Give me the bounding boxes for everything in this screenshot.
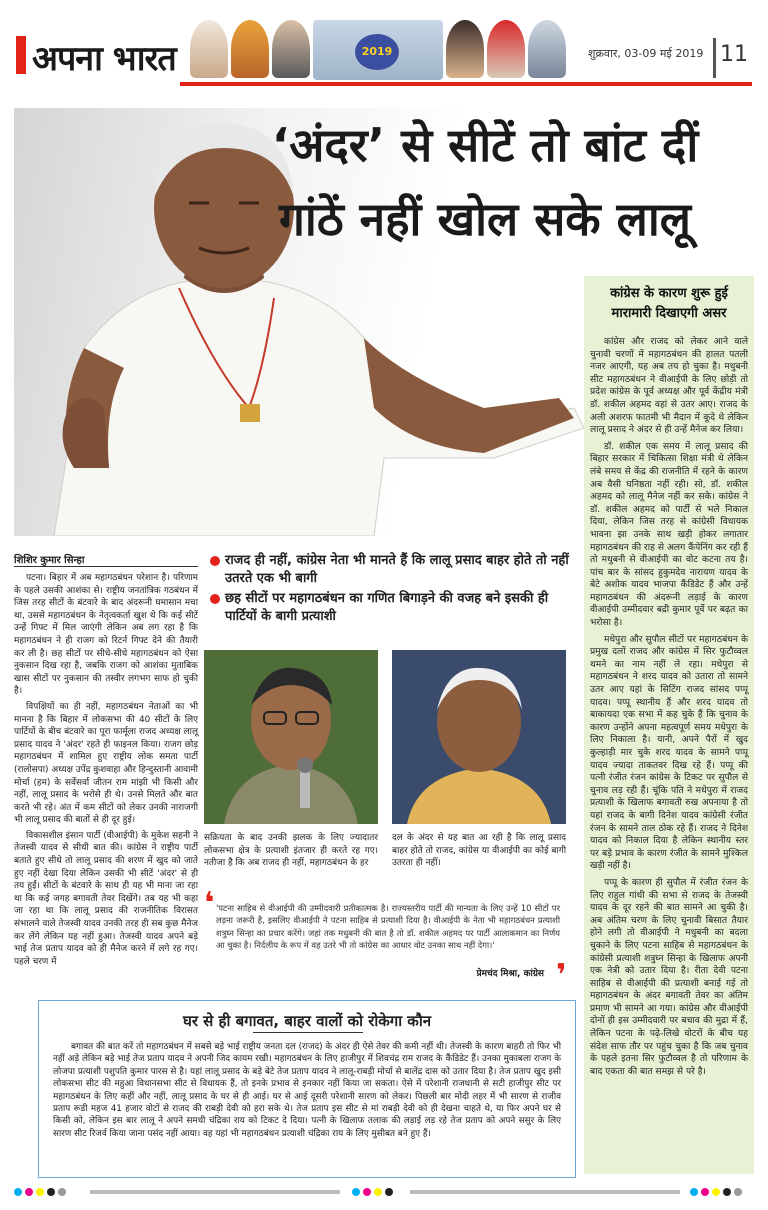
bullet-text: राजद ही नहीं, कांग्रेस नेता भी मानते हैं कि लालू प्रसाद बाहर होते तो नहीं उतरते एक भी बागी xyxy=(225,553,569,586)
yellow-dot xyxy=(712,1188,720,1196)
grey-dot xyxy=(734,1188,742,1196)
quote-text: 'पटना साहिब से वीआईपी की उम्मीदवारी प्रतीकात्मक है। राज्यस्तरीय पार्टी की मान्यता के लिए उन्हें 10 सीटों पर लड़ना जरूरी है, इसलिए वीआईपी ने पटना साहिब से प्रत्याशी दिया है। वीआईपी के नेता भी महागठबंधन प्रत्याशी शत्रुघ्न सिन्हा का प्रचार करेंगे। जहां तक मधुबनी की बात है तो डॉ. शकील अहमद पर पार्टी आलाकमान का निर्णय आ चुका है। निर्दलीय के रूप में वह उतरे भी तो कांग्रेस का आधार वोट उनका साथ नहीं देगा।' xyxy=(216,903,560,951)
bullet-dot-icon xyxy=(210,556,220,566)
magenta-dot xyxy=(25,1188,33,1196)
portrait-5 xyxy=(487,20,525,78)
portrait-3 xyxy=(272,20,310,78)
print-registration-strip xyxy=(0,1186,768,1200)
registration-dots-center xyxy=(352,1188,393,1196)
headline-line-1: ‘अंदर’ से सीटें तो बांट दीं xyxy=(271,118,699,172)
headline-line-2: गांठें नहीं खोल सके लालू xyxy=(279,192,691,246)
bullet-text: छह सीटों पर महागठबंधन का गणित बिगाड़ने की वजह बने इसकी ही पार्टियों के बागी प्रत्याशी xyxy=(225,591,549,624)
sidebar-heading: कांग्रेस के कारण शुरू हुई मारामारी दिखाएगी असर xyxy=(610,286,728,321)
yellow-dot xyxy=(374,1188,382,1196)
photo-jitan-ram-manjhi xyxy=(392,650,566,824)
cyan-dot xyxy=(14,1188,22,1196)
portrait-2 xyxy=(231,20,269,78)
black-dot xyxy=(47,1188,55,1196)
quote-attribution: प्रेमचंद मिश्रा, कांग्रेस xyxy=(476,969,544,979)
sidebar-story xyxy=(584,276,754,1174)
story-paragraph: पटना। बिहार में अब महागठबंधन परेशान है। परिणाम के पहले उसकी आशंका से। राष्ट्रीय जनतांत्रिक गठबंधन में जिस तरह सीटों के बंटवारे के बाद अंदरूनी घमासान मचा था, उससे महागठबंधन के नेतृत्वकर्ता खुश थे कि कई सीटें उन्हें गिफ्ट में मिल जाएंगी लेकिन अब लग रहा है कि महागठबंधन ने ही राजग को रिटर्न गिफ्ट देने की तैयारी कर ली है। छह सीटों पर सीधे-सीधे महागठबंधन को ऐसा नुकसान दिख रहा है, जबकि राजग को आशंका मुताबिक खास सीटों पर नुकसान की तस्वीर लगभग साफ हो चुकी है। xyxy=(14,573,198,697)
quote-open-icon: ❛ xyxy=(204,886,215,921)
masthead-rule xyxy=(180,82,752,86)
portrait-illustration xyxy=(204,650,378,824)
leader-portraits-strip xyxy=(190,20,580,82)
story-paragraph: विकासशील इंसान पार्टी (वीआईपी) के मुकेश सहनी ने तेजस्वी यादव से सीधी बात की। कांग्रेस ने राष्ट्रीय पार्टी बताते हुए सीधे तो लालू प्रसाद की शरण में खुद को जाते हुए नहीं देखा दिया लेकिन उसकी भी सीटें 'अंदर' से ही तय हुईं। सीटों के बंटवारे के साथ ही यह भी माना जा रहा था कि कई जगह बगावती तेवर दिखेंगे। तब यह भी कहा जा रहा था कि लालू प्रसाद की राजनीतिक विरासत संभालने वाले तेजस्वी यादव उनकी तरह ही सब कुछ मैनेज कर लेंगे लेकिन यह नहीं हुआ। तेजस्वी यादव अपने बड़े भाई तेज प्रताप यादव को ही मैनेज करने में लगे रह गए। पहले चरण में xyxy=(14,830,198,967)
masthead xyxy=(0,0,768,92)
pull-quote xyxy=(204,886,567,993)
section-title: अपना भारत xyxy=(32,39,176,79)
cyan-dot xyxy=(352,1188,360,1196)
sidebar-paragraph: मधेपुरा और सुपौल सीटों पर महागठबंधन के प्रमुख दलों राजद और कांग्रेस में सिर फुटौव्वल थमने का नाम नहीं ले रहा। मधेपुरा से महागठबंधन ने शरद यादव को उतारा तो सामने उतर आए यहां के सिटिंग राजद सांसद पप्पू यादव। पप्पू स्थानीय हैं और शरद यादव तो बाकायदा एक सभा में कह चुके हैं कि चुनाव के कारण उन्होंने अपना महत्वपूर्ण समय मधेपुरा के लिए निकाला है। यानी, अपने पैरों में खुद कुल्हाड़ी मार चुके शरद यादव के सामने पप्पू यादव ज्यादा ताकतवर दिख रहे हैं। पप्पू की पत्नी रंजीत रंजन कांग्रेस के टिकट पर सुपौल से चुनाव लड़ रही हैं। चूंकि पति ने मधेपुरा में राजद प्रत्याशी के खिलाफ बगावती रुख अपनाया है तो यहां राजद के बागी दिनेश यादव कांग्रेसी रंजीत रंजन के सामने ताल ठोक रहे हैं। राजद ने दिनेश यादव को निकाल दिया है लेकिन स्थानीय स्तर पर बड़े प्रभाव के कारण रंजीत के सामने मुश्किल खड़ी नहीं है। xyxy=(590,634,748,872)
black-dot xyxy=(723,1188,731,1196)
page-number: 11 xyxy=(720,42,748,67)
box-title-underline xyxy=(253,1032,363,1033)
photo-upendra-kushwaha xyxy=(204,650,378,824)
parliament-image xyxy=(313,20,443,80)
box-title: घर से ही बगावत, बाहर वालों को रोकेगा कौन xyxy=(182,1012,432,1030)
election-stamp: 2019 xyxy=(355,34,399,70)
bullet-dot-icon xyxy=(210,594,220,604)
byline: शिशिर कुमार सिन्हा xyxy=(14,555,85,566)
headline xyxy=(220,108,750,256)
portrait-6 xyxy=(528,20,566,78)
registration-dots-left xyxy=(14,1188,66,1196)
sidebar-body xyxy=(590,336,748,1078)
sidebar-paragraph: डॉ. शकील एक समय में लालू प्रसाद की बिहार सरकार में चिकित्सा शिक्षा मंत्री थे लेकिन लंबे समय से केंद्र की राजनीति में रहने के कारण अब वैसी घनिष्ठता नहीं रही। सो, डॉ. शकील अहमद को लालू मैनेज नहीं कर सके। कांग्रेस ने डॉ. शकील अहमद को पार्टी से भले निकाल दिया, लेकिन जिस तरह से कांग्रेसी विधायक भावना झा उनके साथ खड़ी होकर लगातार महागठबंधन की राह से अलग कैंपेनिंग कर रही हैं तो मधुबनी से वीआईपी का वोट कटना तय है। पांच बार के सांसद हुकुमदेव नारायण यादव के बेटे अशोक यादव भाजपा कैंडिडेट हैं और उन्हें महागठबंधन की अंदरूनी लड़ाई के कारण वीआईपी उम्मीदवार बद्री कुमार पूर्वे पर बढ़त का भरोसा है। xyxy=(590,441,748,629)
story-continuation-1: सक्रियता के बाद उनकी झलक के लिए ज्यादातर लोकसभा क्षेत्र के प्रत्याशी इंतजार ही करते रह गए। नतीजा है कि अब राजद ही नहीं, महागठबंधन के हर xyxy=(204,833,378,869)
registration-bar-right xyxy=(410,1190,680,1194)
portrait-illustration xyxy=(392,650,566,824)
page-number-separator xyxy=(713,38,716,78)
story-paragraph: विपक्षियों का ही नहीं, महागठबंधन नेताओं का भी मानना है कि बिहार में लोकसभा की 40 सीटों के लिए पार्टियों के बीच बंटवारे का पूरा फार्मूला राजद अध्यक्ष लालू प्रसाद यादव ने 'अंदर' रहते ही फाइनल किया। राजग छोड़ महागठबंधन में शामिल हुए राष्ट्रीय लोक समता पार्टी (रालोसपा) अध्यक्ष उपेंद्र कुशवाहा और हिन्दुस्तानी आवामी मोर्चा (हम) के सर्वेसर्वा जीतन राम मांझी भी किसी और नहीं, लालू प्रसाद के भरोसे ही थे। उनसे मिलते और बात करते भी रहे। अंत में कम सीटों को लेकर उनकी नाराजगी भी लालू प्रसाद की बातों से ही दूर हुई। xyxy=(14,701,198,826)
grey-dot xyxy=(58,1188,66,1196)
sidebar-paragraph: कांग्रेस और राजद को लेकर आने वाले चुनावी चरणों में महागठबंधन की हालत पतली नजर आएगी, यह अब तय हो चुका है। मधुबनी सीट महागठबंधन ने वीआईपी के लिए छोड़ी तो प्रदेश कांग्रेस के पूर्व अध्यक्ष और पूर्व केंद्रीय मंत्री डॉ. शकील अहमद वहां से उतर आए। राजद के अली अशरफ फातमी भी मैदान में कूदे थे लेकिन लालू प्रसाद ने अंदर से ही उन्हें मैनेज कर लिया। xyxy=(590,337,748,436)
magenta-dot xyxy=(701,1188,709,1196)
highlight-bullet xyxy=(210,552,578,588)
black-dot xyxy=(385,1188,393,1196)
registration-bar-left xyxy=(90,1190,340,1194)
main-story-column xyxy=(14,572,198,971)
cyan-dot xyxy=(690,1188,698,1196)
highlight-bullet xyxy=(210,590,578,626)
story-continuation-2: दल के अंदर से यह बात आ रही है कि लालू प्रसाद बाहर होते तो राजद, कांग्रेस या वीआईपी का कोई बागी उतरता ही नहीं। xyxy=(392,833,566,869)
magenta-dot xyxy=(363,1188,371,1196)
registration-dots-right xyxy=(690,1188,742,1196)
box-body: बगावत की बात करें तो महागठबंधन में सबसे बड़े भाई राष्ट्रीय जनता दल (राजद) के अंदर ही ऐसे तेवर की कमी नहीं थी। तेजस्वी के कारण बाहरी तो फिर भी नहीं अड़े लेकिन बड़े भाई तेज प्रताप यादव ने अपनी जिद कायम रखी। महागठबंधन के लिए हाजीपुर में शिवचंद्र राम राजद के कैंडिडेट हैं। उनका मुकाबला राजग के लोजपा प्रत्याशी पशुपति कुमार पारस से है। यहां लालू प्रसाद के बड़े बेटे तेज प्रताप यादव ने लालू-राबड़ी मोर्चा से बालेंद्र दास को उतार दिया है। तेज प्रताप खुद इसी लोकसभा सीट की महुआ विधानसभा सीट से विधायक हैं, तो इनके प्रभाव से इनकार नहीं किया जा सकता। ऐसे में परेशानी राजधानी से सटी हाजीपुर सीट पर महागठबंधन के लिए कहीं और नहीं, लालू प्रसाद के घर से ही आई। घर से आई दूसरी परेशानी सारण को लेकर। पिछली बार मोदी लहर में भी सारण से राजीव प्रताप रूडी महज 41 हजार वोटों से राजद की राबड़ी देवी को हरा सके थे। तेज प्रताप इस सीट से मां राबड़ी देवी को ही देखना चाहते थे, या फिर अपने घर से किसी को, लेकिन इस बार लालू ने अपने समधी चंद्रिका राय को टिकट दे दिया। पत्नी के खिलाफ तलाक की लड़ाई लड़ रहे तेज प्रताप को अपने ससुर के लिए सारण सीट रिजर्व किया जाना पसंद नहीं आया। वह यहां भी महागठबंधन प्रत्याशी चंद्रिका राय के लिए मुसीबत बने हुए हैं। xyxy=(53,1042,561,1139)
byline-rule xyxy=(14,566,198,567)
portrait-4 xyxy=(446,20,484,78)
yellow-dot xyxy=(36,1188,44,1196)
sidebar-paragraph: पप्पू के कारण ही सुपौल में रंजीत रंजन के लिए राहुल गांधी की सभा से राजद के तेजस्वी यादव के दूर रहने की बात सामने आ चुकी है। अब अंतिम चरण के लिए चुनावी बिसात तैयार होने लगी तो वीआईपी ने मधुबनी का बदला चुकाने के लिए पटना साहिब से महागठबंधन के कांग्रेसी प्रत्याशी शत्रुघ्न सिन्हा के खिलाफ अपनी एक नेत्री को उतार दिया है। रीता देवी पटना साहिब से वीआईपी की प्रत्याशी बनाई गई तो महागठबंधन के अंदर बगावती तेवर का अंतिम प्रमाण भी सामने आ गया। कांग्रेस और वीआईपी दोनों ही इस उम्मीदवारी पर बचाव की मुद्रा में हैं, लेकिन पटना के पढ़े-लिखे वोटरों के बीच यह संदेश साफ तौर पर पहुंच चुका है कि जब चुनाव के पहले इतना सिर फुटौव्वल है तो परिणाम के बाद एकता की बात समझ से परे है। xyxy=(590,877,748,1077)
highlight-bullets xyxy=(210,552,578,628)
sidebar-box xyxy=(38,1000,576,1178)
portrait-1 xyxy=(190,20,228,78)
issue-date: शुक्रवार, 03-09 मई 2019 xyxy=(588,47,704,60)
masthead-red-bar xyxy=(16,36,26,74)
quote-close-icon: ❜ xyxy=(556,958,567,993)
